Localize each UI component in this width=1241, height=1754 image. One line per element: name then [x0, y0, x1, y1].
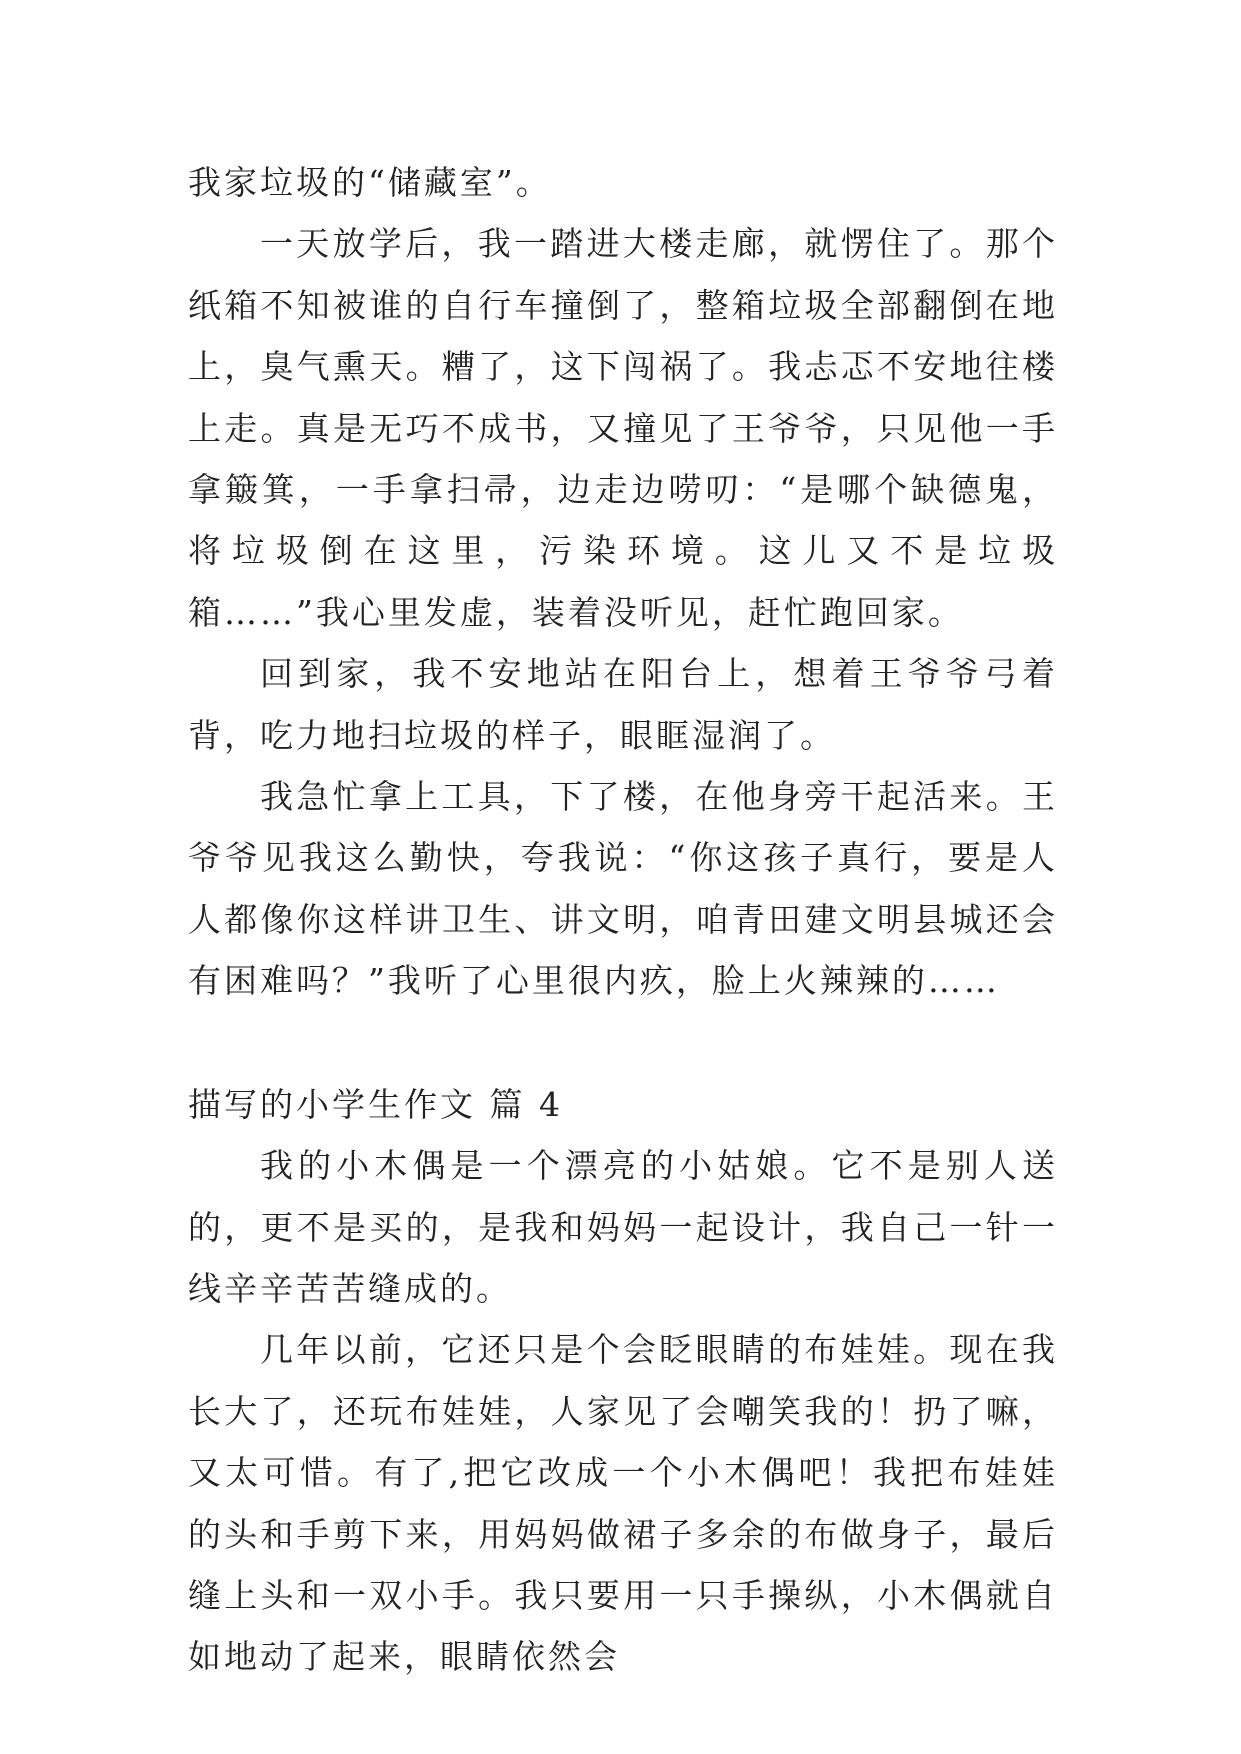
paragraph: 一天放学后，我一踏进大楼走廊，就愣住了。那个纸箱不知被谁的自行车撞倒了，整箱垃圾全部翻倒在地上，臭气熏天。糟了，这下闯祸了。我忐忑不安地往楼上走。真是无巧不成书，又撞见了王爷爷，只见他一手拿簸箕，一手拿扫帚，边走边唠叨：“是哪个缺德鬼，将垃圾倒在这里，污染环境。这儿又不是垃圾箱……”我心里发虚，装着没听见，赶忙跑回家。 [188, 224, 1058, 632]
paragraph: 回到家，我不安地站在阳台上，想着王爷爷弓着背，吃力地扫垃圾的样子，眼眶湿润了。 [188, 654, 1058, 755]
paragraph-continued: 我家垃圾的“储藏室”。 [188, 163, 552, 202]
paragraph: 我的小木偶是一个漂亮的小姑娘。它不是别人送的，更不是买的，是我和妈妈一起设计，我自己一针一线辛辛苦苦缝成的。 [188, 1146, 1058, 1308]
paragraph: 几年以前，它还只是个会眨眼睛的布娃娃。现在我长大了，还玩布娃娃，人家见了会嘲笑我的！扔了嘛，又太可惜。有了,把它改成一个小木偶吧！我把布娃娃的头和手剪下来，用妈妈做裙子多余的布做身子，最后缝上头和一双小手。我只要用一只手操纵，小木偶就自如地动了起来，眼睛依然会 [188, 1330, 1058, 1677]
paragraph: 我急忙拿上工具，下了楼，在他身旁干起活来。王爷爷见我这么勤快，夸我说：“你这孩子真行，要是人人都像你这样讲卫生、讲文明，咱青田建文明县城还会有困难吗？”我听了心里很内疚，脸上火辣辣的…… [188, 777, 1058, 1001]
section-heading: 描写的小学生作文 篇 4 [188, 1084, 563, 1124]
body-text [188, 152, 1058, 1688]
